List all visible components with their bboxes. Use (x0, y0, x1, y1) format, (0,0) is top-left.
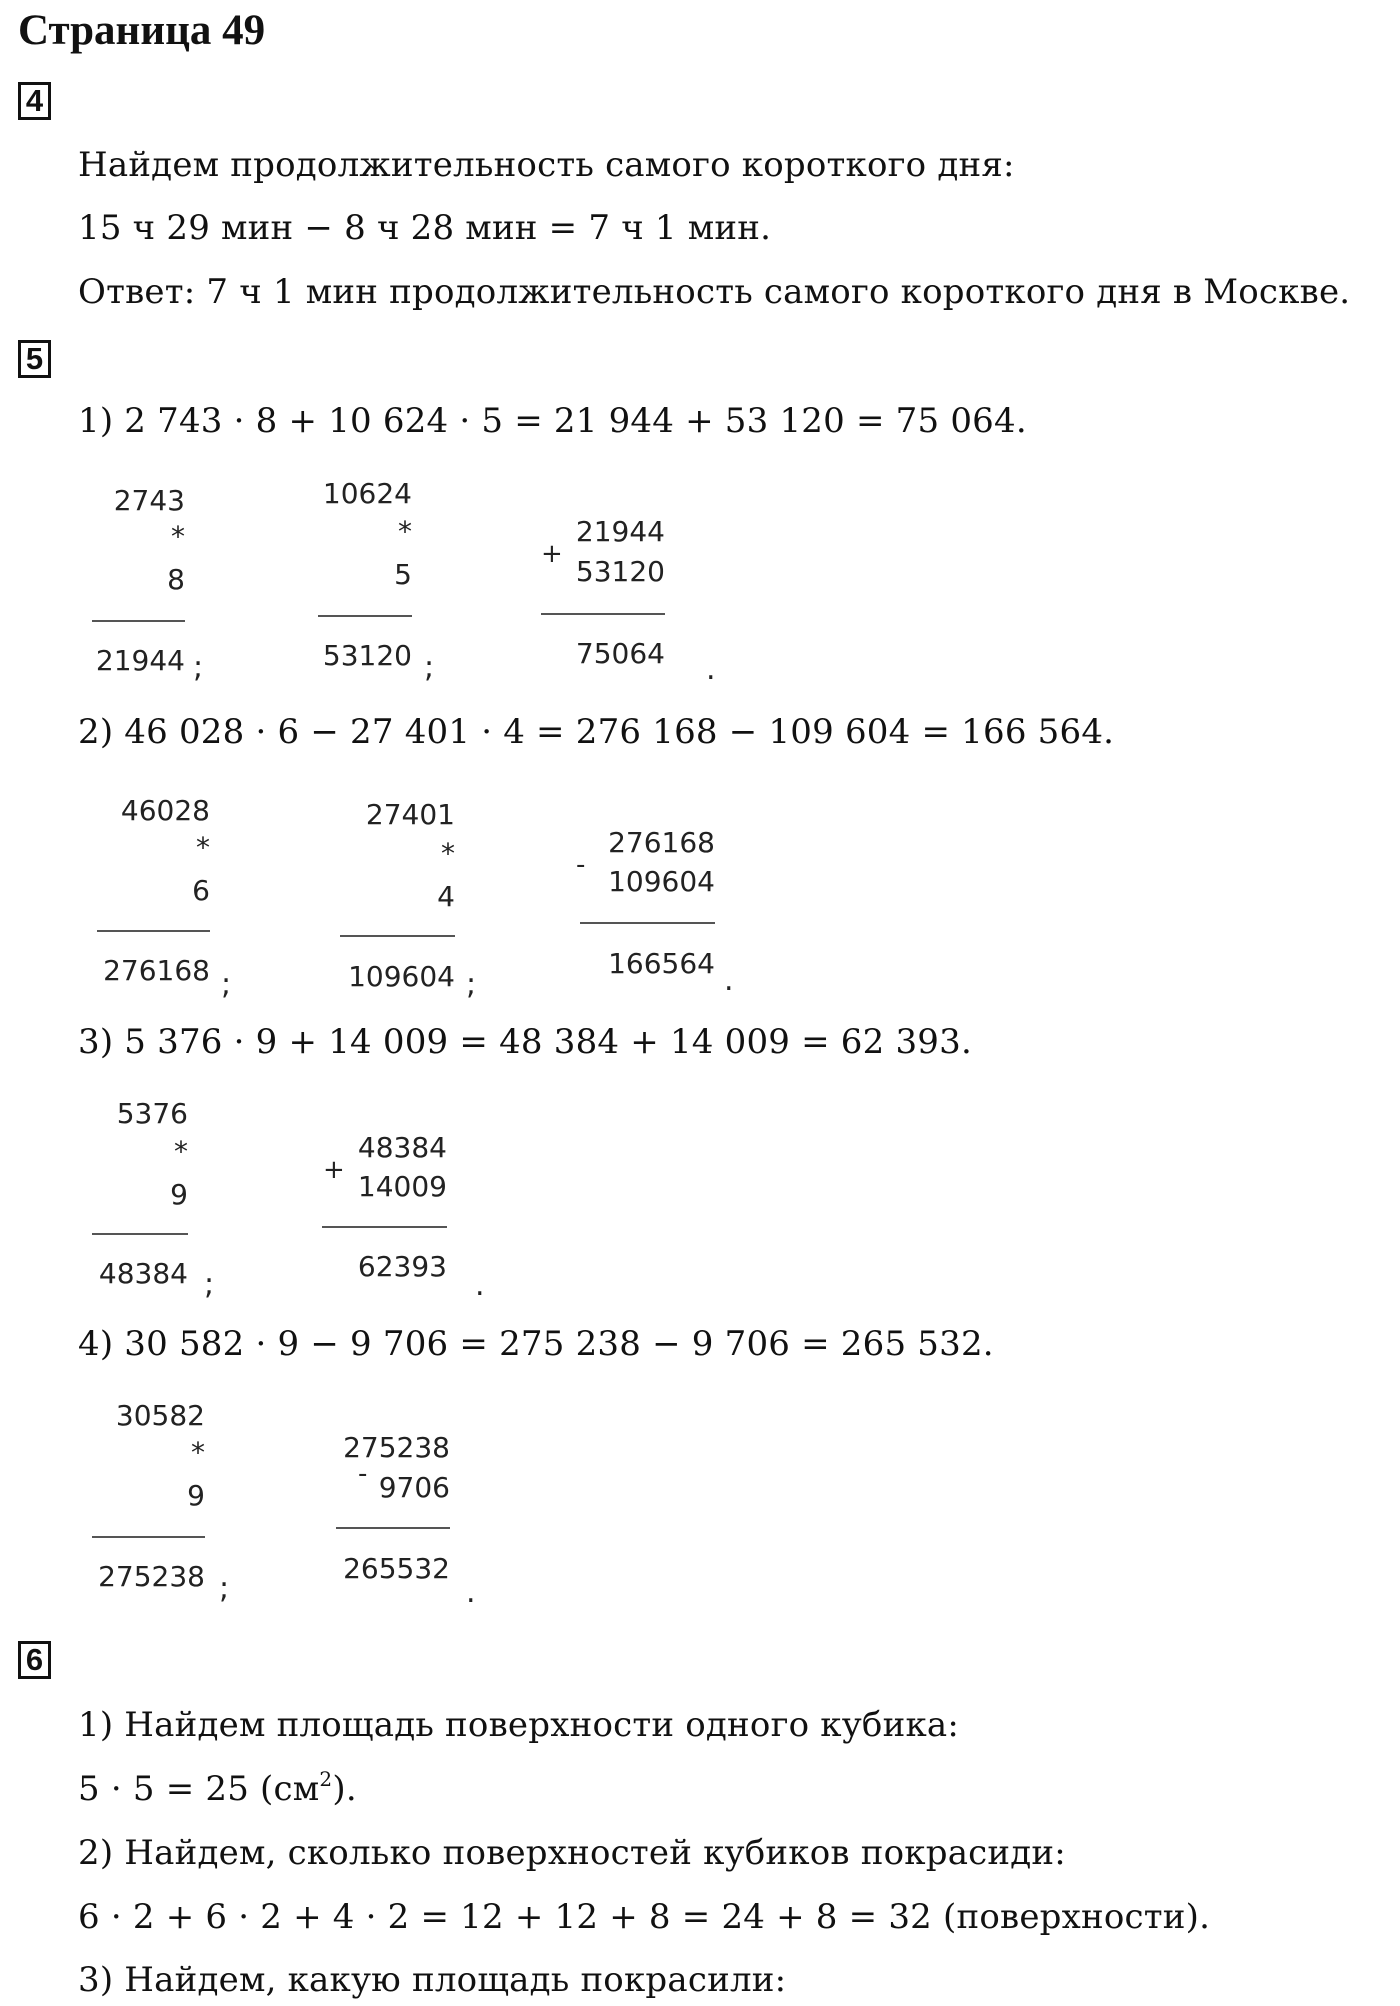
calc-3a-rule (92, 1233, 188, 1235)
calc-1c-result: 75064 (575, 637, 665, 670)
calc-3a-bottom: 9 (170, 1178, 188, 1211)
calc-4a-top: 30582 (115, 1399, 205, 1432)
calc-4b-rule (336, 1527, 450, 1529)
calc-3b-rule (322, 1226, 447, 1228)
calc-3a-semicolon: ; (204, 1267, 215, 1302)
task5-equation-3: 3) 5 376 · 9 + 14 009 = 48 384 + 14 009 = 62 393. (78, 1022, 972, 1062)
calc-2c-bottom: 109604 (608, 865, 715, 898)
task-number-6: 6 (18, 1641, 51, 1679)
calc-3b-top: 48384 (357, 1131, 447, 1164)
calc-4a-mul: * (191, 1436, 205, 1469)
task6-line-3: 2) Найдем, сколько поверхностей кубиков покрасиди: (78, 1833, 1066, 1873)
calc-2a-bottom: 6 (192, 874, 210, 907)
page-title: Страница 49 (18, 7, 266, 54)
calc-2b-rule (340, 935, 455, 937)
calc-1c-top: 21944 (575, 515, 665, 548)
calc-3b-bottom: 14009 (357, 1170, 447, 1203)
task4-line-3: Ответ: 7 ч 1 мин продолжительность самого короткого дня в Москве. (78, 272, 1351, 312)
task6-line-2-end: ). (332, 1769, 357, 1809)
calc-2a-top: 46028 (120, 794, 210, 827)
task-number-4: 4 (18, 82, 51, 120)
calc-1b-mul: * (398, 515, 412, 548)
task4-line-2: 15 ч 29 мин − 8 ч 28 мин = 7 ч 1 мин. (78, 208, 772, 248)
calc-3a-top: 5376 (116, 1097, 188, 1130)
calc-4a-rule (92, 1536, 205, 1538)
calc-2b-top: 27401 (365, 798, 455, 831)
calc-1a-semicolon: ; (193, 650, 204, 685)
calc-2a-rule (97, 930, 210, 932)
calc-2b-semicolon: ; (466, 967, 477, 1002)
calc-1a-top: 2743 (113, 484, 185, 517)
calc-2b-mul: * (441, 837, 455, 870)
task5-equation-2: 2) 46 028 · 6 − 27 401 · 4 = 276 168 − 109 604 = 166 564. (78, 712, 1115, 752)
task-number-5: 5 (18, 340, 51, 378)
task6-line-2-text: 5 · 5 = 25 (см (78, 1769, 320, 1809)
calc-4b-bottom: 9706 (378, 1471, 450, 1504)
calc-2c-dot: . (724, 963, 734, 998)
task5-equation-4: 4) 30 582 · 9 − 9 706 = 275 238 − 9 706 = 265 532. (78, 1324, 994, 1364)
task4-line-1: Найдем продолжительность самого короткого дня: (78, 145, 1015, 185)
calc-2a-semicolon: ; (221, 967, 232, 1002)
calc-2b-bottom: 4 (437, 880, 455, 913)
calc-1b-top: 10624 (322, 477, 412, 510)
calc-3b-result: 62393 (357, 1250, 447, 1283)
calc-1c-dot: . (706, 652, 716, 687)
calc-4a-result: 275238 (98, 1560, 205, 1593)
calc-1b-semicolon: ; (424, 650, 435, 685)
calc-1c-plus: + (541, 539, 563, 569)
calc-2c-result: 166564 (608, 947, 715, 980)
calc-2c-minus: - (576, 850, 586, 880)
calc-1a-rule (92, 620, 185, 622)
calc-4a-bottom: 9 (187, 1479, 205, 1512)
task6-line-1: 1) Найдем площадь поверхности одного кубика: (78, 1705, 960, 1745)
calc-1a-mul: * (171, 520, 185, 553)
calc-2c-rule (580, 922, 715, 924)
calc-3b-dot: . (475, 1268, 485, 1303)
calc-3b-plus: + (323, 1155, 345, 1185)
calc-1a-bottom: 8 (167, 563, 185, 596)
task5-equation-1: 1) 2 743 · 8 + 10 624 · 5 = 21 944 + 53 120 = 75 064. (78, 401, 1027, 441)
calc-4b-dot: . (466, 1575, 476, 1610)
calc-1b-rule (318, 615, 412, 617)
calc-1b-result: 53120 (322, 639, 412, 672)
calc-1c-rule (541, 613, 665, 615)
calc-1a-result: 21944 (95, 644, 185, 677)
calc-1c-bottom: 53120 (575, 555, 665, 588)
calc-3a-result: 48384 (98, 1257, 188, 1290)
calc-1b-bottom: 5 (394, 558, 412, 591)
task6-line-5: 3) Найдем, какую площадь покрасили: (78, 1960, 787, 2000)
task6-line-4: 6 · 2 + 6 · 2 + 4 · 2 = 12 + 12 + 8 = 24 + 8 = 32 (поверхности). (78, 1897, 1211, 1937)
task6-line-2 (78, 1769, 357, 1809)
calc-2c-top: 276168 (608, 826, 715, 859)
calc-2a-result: 276168 (103, 954, 210, 987)
calc-3a-mul: * (174, 1135, 188, 1168)
calc-4b-top: 275238 (343, 1431, 450, 1464)
task6-line-2-superscript: 2 (319, 1767, 333, 1791)
calc-2b-result: 109604 (348, 960, 455, 993)
calc-2a-mul: * (196, 831, 210, 864)
calc-4b-result: 265532 (343, 1552, 450, 1585)
calc-4a-semicolon: ; (219, 1571, 230, 1606)
calc-4b-minus: - (358, 1459, 368, 1489)
